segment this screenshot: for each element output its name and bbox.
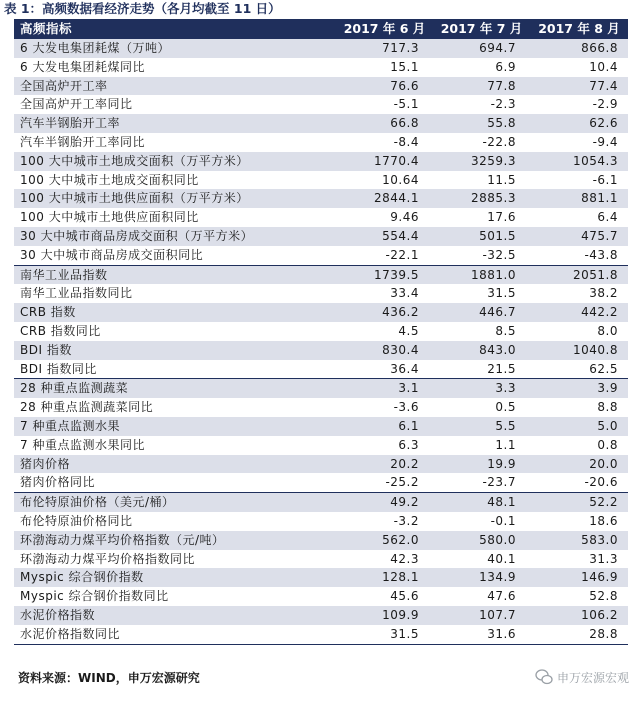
table-row	[14, 436, 628, 455]
cell-value: 52.8	[589, 589, 618, 604]
cell-value: 36.4	[390, 361, 419, 376]
cell-value: 1881.0	[471, 267, 516, 282]
table-row	[14, 58, 628, 77]
table-row	[14, 625, 628, 644]
cell-value: 3.9	[597, 381, 618, 396]
cell-value: 77.4	[589, 78, 618, 93]
cell-value: 0.8	[597, 437, 618, 452]
indicator-name: 100 大中城市土地成交面积同比	[20, 172, 199, 187]
cell-value: 40.1	[487, 551, 516, 566]
cell-value: 6.3	[398, 437, 419, 452]
table-row	[14, 133, 628, 152]
cell-value: -3.2	[393, 513, 419, 528]
table-row	[14, 39, 628, 58]
cell-value: 33.4	[390, 286, 419, 301]
cell-value: -22.8	[482, 134, 516, 149]
indicator-name: 28 种重点监测蔬菜同比	[20, 400, 154, 415]
cell-value: 55.8	[487, 116, 516, 131]
cell-value: -3.6	[393, 400, 419, 415]
table-row	[14, 417, 628, 436]
cell-value: -0.1	[490, 513, 516, 528]
cell-value: 19.9	[487, 456, 516, 471]
indicator-name: 7 种重点监测水果同比	[20, 437, 145, 452]
cell-value: 31.5	[487, 286, 516, 301]
cell-value: 10.4	[589, 59, 618, 74]
indicator-name: 全国高炉开工率	[20, 78, 108, 93]
cell-value: 45.6	[390, 589, 419, 604]
cell-value: 10.64	[382, 172, 419, 187]
cell-value: 17.6	[487, 210, 516, 225]
cell-value: 1770.4	[374, 153, 419, 168]
cell-value: 5.5	[495, 418, 516, 433]
cell-value: 42.3	[390, 551, 419, 566]
cell-value: -6.1	[592, 172, 618, 187]
table-row	[14, 114, 628, 133]
watermark-text: 申万宏源宏观	[556, 670, 629, 685]
cell-value: 501.5	[479, 228, 516, 243]
cell-value: -5.1	[393, 97, 419, 112]
cell-value: 15.1	[390, 59, 419, 74]
table-row	[14, 341, 628, 360]
cell-value: 38.2	[589, 286, 618, 301]
table-row	[14, 606, 628, 625]
indicator-name: Myspic 综合钢价指数同比	[20, 589, 169, 604]
table-row	[14, 512, 628, 531]
cell-value: 2051.8	[573, 267, 618, 282]
indicator-name: 6 大发电集团耗煤（万吨）	[20, 41, 170, 55]
cell-value: 3.3	[495, 381, 516, 396]
table-row	[14, 246, 628, 265]
table-body	[14, 39, 628, 644]
cell-value: -32.5	[482, 247, 516, 262]
table-row	[14, 152, 628, 171]
cell-value: 3.1	[398, 381, 419, 396]
cell-value: 47.6	[487, 589, 516, 604]
cell-value: 6.4	[597, 210, 618, 225]
cell-value: -22.1	[385, 247, 419, 262]
cell-value: -23.7	[482, 475, 516, 490]
cell-value: 0.5	[495, 400, 516, 415]
cell-value: -25.2	[385, 475, 419, 490]
header-indicator: 高频指标	[20, 21, 73, 36]
cell-value: 2844.1	[374, 191, 419, 206]
indicator-name: 100 大中城市土地供应面积同比	[20, 210, 199, 225]
indicator-name: 7 种重点监测水果	[20, 418, 120, 433]
cell-value: -2.9	[592, 97, 618, 112]
indicator-name: 布伦特原油价格同比	[20, 513, 133, 528]
indicator-name: 30 大中城市商品房成交面积同比	[20, 247, 204, 262]
cell-value: 76.6	[390, 78, 419, 93]
table-row	[14, 189, 628, 208]
data-table	[14, 19, 628, 645]
indicator-name: 环渤海动力煤平均价格指数（元/吨）	[20, 532, 225, 547]
indicator-name: 100 大中城市土地供应面积（万平方米）	[20, 191, 249, 206]
table-row	[14, 378, 628, 398]
cell-value: 106.2	[581, 607, 618, 622]
indicator-name: 水泥价格指数	[20, 607, 96, 622]
cell-value: 580.0	[479, 532, 516, 547]
cell-value: 66.8	[390, 116, 419, 131]
cell-value: 436.2	[382, 305, 419, 320]
table-row	[14, 303, 628, 322]
cell-value: 475.7	[581, 228, 618, 243]
table-title: 表 1：高频数据看经济走势（各月均截至 11 日）	[4, 1, 281, 16]
source-note: 资料来源：WIND，申万宏源研究	[18, 671, 200, 685]
table-row	[14, 322, 628, 341]
watermark	[535, 667, 629, 687]
indicator-name: CRB 指数	[20, 305, 76, 320]
indicator-name: 布伦特原油价格（美元/桶）	[20, 495, 175, 510]
table-row	[14, 492, 628, 512]
cell-value: 1.1	[495, 437, 516, 452]
indicator-name: 猪肉价格	[20, 456, 71, 471]
cell-value: 31.5	[390, 626, 419, 641]
cell-value: 8.0	[597, 323, 618, 338]
cell-value: 52.2	[589, 495, 618, 510]
table-row	[14, 398, 628, 417]
wechat-icon	[535, 668, 553, 686]
table-row	[14, 284, 628, 303]
cell-value: 5.0	[597, 418, 618, 433]
table-row	[14, 587, 628, 606]
table-row	[14, 360, 628, 379]
cell-value: 62.5	[589, 361, 618, 376]
header-jun: 2017 年 6 月	[343, 21, 426, 36]
cell-value: 31.6	[487, 626, 516, 641]
cell-value: 20.0	[589, 456, 618, 471]
indicator-name: 水泥价格指数同比	[20, 626, 121, 641]
indicator-name: 全国高炉开工率同比	[20, 97, 133, 112]
header-jul: 2017 年 7 月	[440, 21, 523, 36]
table-row	[14, 531, 628, 550]
cell-value: 583.0	[581, 532, 618, 547]
cell-value: -2.3	[490, 97, 516, 112]
cell-value: -8.4	[393, 134, 419, 149]
table-row	[14, 171, 628, 190]
cell-value: 77.8	[487, 78, 516, 93]
indicator-name: 28 种重点监测蔬菜	[20, 381, 129, 396]
table-row	[14, 77, 628, 96]
cell-value: 20.2	[390, 456, 419, 471]
cell-value: 2885.3	[471, 191, 516, 206]
cell-value: 146.9	[581, 570, 618, 585]
cell-value: 1054.3	[573, 153, 618, 168]
cell-value: 1040.8	[573, 342, 618, 357]
cell-value: 62.6	[589, 116, 618, 131]
table-row	[14, 95, 628, 114]
indicator-name: 猪肉价格同比	[20, 475, 96, 490]
indicator-name: Myspic 综合钢价指数	[20, 570, 144, 585]
indicator-name: 南华工业品指数同比	[20, 286, 133, 301]
cell-value: -20.6	[584, 475, 618, 490]
cell-value: 881.1	[581, 191, 618, 206]
table-row	[14, 550, 628, 569]
cell-value: 6.9	[495, 59, 516, 74]
cell-value: 1739.5	[374, 267, 419, 282]
cell-value: 109.9	[382, 607, 419, 622]
table-row	[14, 455, 628, 474]
cell-value: 554.4	[382, 228, 419, 243]
table-row	[14, 568, 628, 587]
indicator-name: BDI 指数	[20, 342, 72, 357]
cell-value: 8.5	[495, 323, 516, 338]
indicator-name: CRB 指数同比	[20, 323, 101, 338]
cell-value: 134.9	[479, 570, 516, 585]
cell-value: 446.7	[479, 305, 516, 320]
header-aug: 2017 年 8 月	[538, 21, 620, 36]
cell-value: 49.2	[390, 495, 419, 510]
cell-value: 18.6	[589, 513, 618, 528]
cell-value: 717.3	[382, 41, 419, 55]
indicator-name: 6 大发电集团耗煤同比	[20, 59, 145, 74]
cell-value: 830.4	[382, 342, 419, 357]
table-row	[14, 473, 628, 492]
cell-value: 562.0	[382, 532, 419, 547]
table-row	[14, 227, 628, 246]
cell-value: 107.7	[479, 607, 516, 622]
cell-value: 843.0	[479, 342, 516, 357]
indicator-name: 环渤海动力煤平均价格指数同比	[20, 551, 196, 566]
indicator-name: 汽车半钢胎开工率	[20, 116, 121, 131]
cell-value: 8.8	[597, 400, 618, 415]
cell-value: 28.8	[589, 626, 618, 641]
cell-value: 11.5	[487, 172, 516, 187]
table-header-row	[14, 19, 628, 39]
cell-value: -9.4	[592, 134, 618, 149]
indicator-name: 汽车半钢胎开工率同比	[20, 134, 146, 149]
table-row	[14, 208, 628, 227]
indicator-name: 30 大中城市商品房成交面积（万平方米）	[20, 228, 254, 243]
cell-value: -43.8	[584, 247, 618, 262]
cell-value: 48.1	[487, 495, 516, 510]
cell-value: 6.1	[398, 418, 419, 433]
cell-value: 128.1	[382, 570, 419, 585]
indicator-name: 南华工业品指数	[20, 267, 108, 282]
indicator-name: BDI 指数同比	[20, 361, 97, 376]
cell-value: 31.3	[589, 551, 618, 566]
cell-value: 3259.3	[471, 153, 516, 168]
table-bottom-rule	[14, 644, 628, 645]
cell-value: 866.8	[581, 41, 618, 55]
cell-value: 21.5	[487, 361, 516, 376]
indicator-name: 100 大中城市土地成交面积（万平方米）	[20, 153, 249, 168]
cell-value: 442.2	[581, 305, 618, 320]
table-row	[14, 265, 628, 285]
cell-value: 694.7	[479, 41, 516, 55]
cell-value: 9.46	[390, 210, 419, 225]
cell-value: 4.5	[398, 323, 419, 338]
